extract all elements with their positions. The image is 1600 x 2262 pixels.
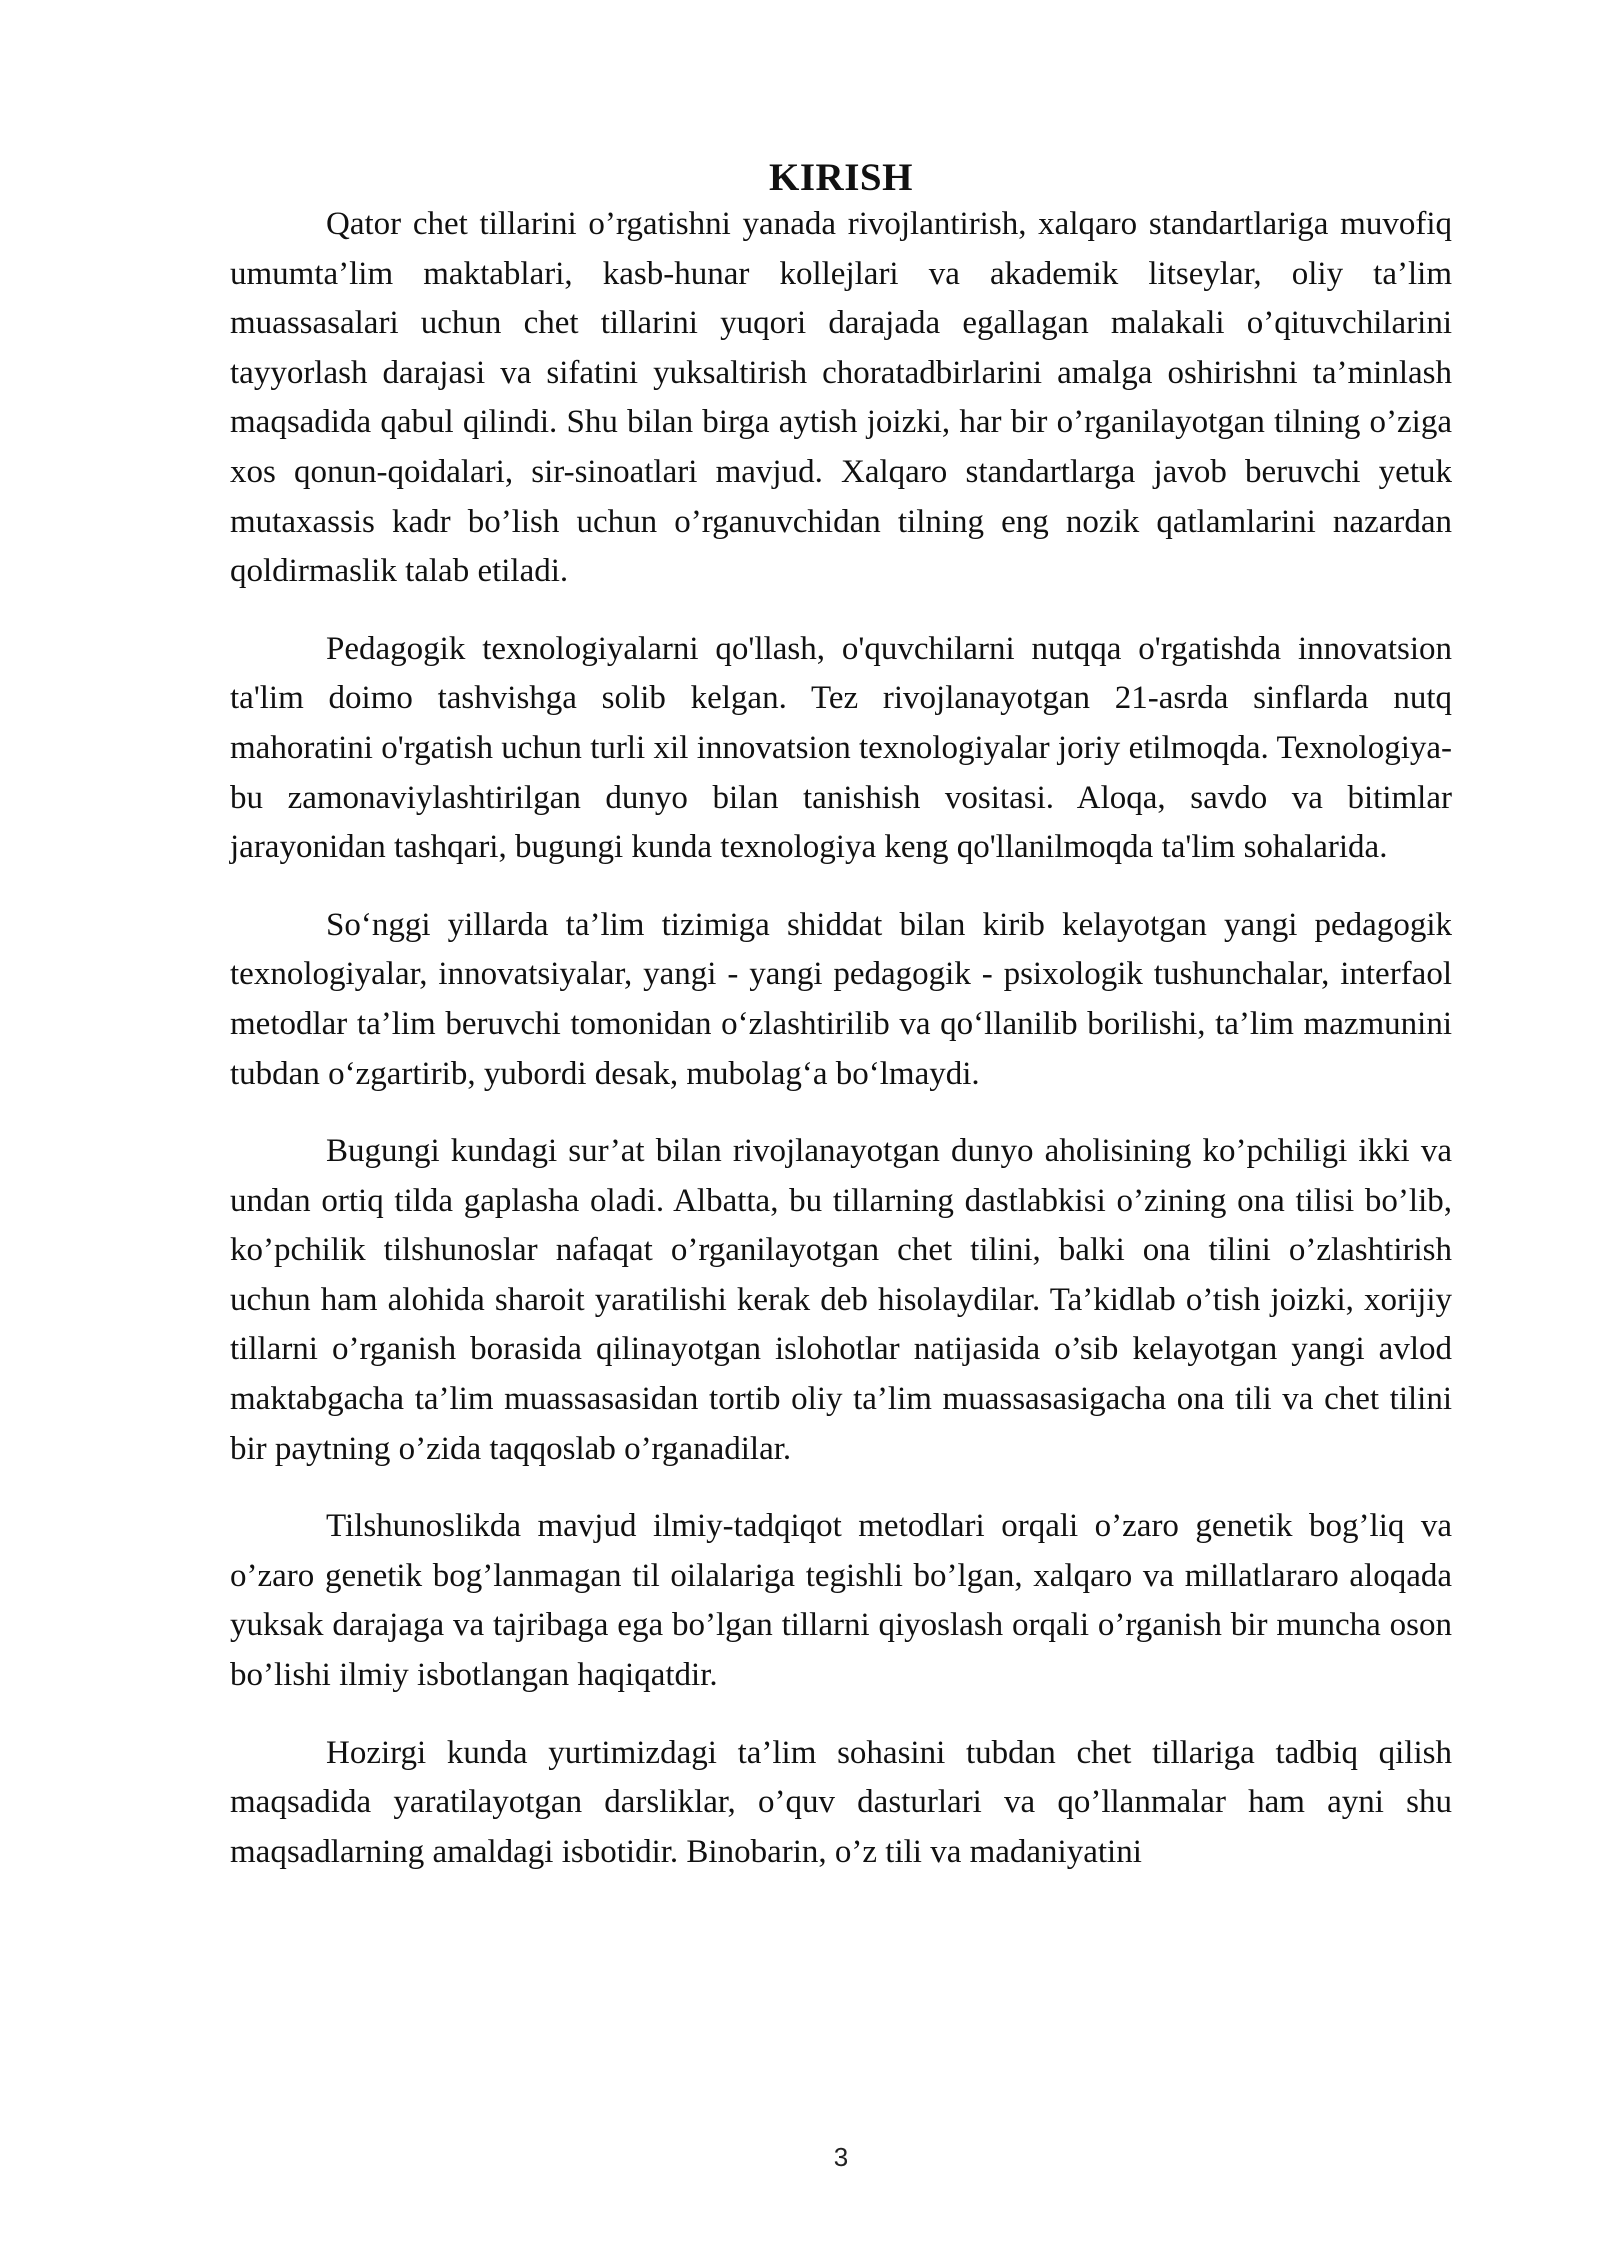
page-body (230, 150, 1452, 1905)
paragraph-1: Qator chet tillarini o’rgatishni yanada rivojlantirish, xalqaro standartlariga muvofiq umumta’lim maktablari, kasb-hunar kollejlari va akademik litseylar, oliy ta’lim muassasalari uchun chet tillarini yuqori darajada egallagan malakali o’qituvchilarini tayyorlash darajasi va sifatini yuksaltirish choratadbirlarini amalga oshirishni ta’minlash maqsadida qabul qilindi. Shu bilan birga aytish joizki, har bir o’rganilayotgan tilning o’ziga xos qonun-qoidalari, sir-sinoatlari mavjud. Xalqaro standartlarga javob beruvchi yetuk mutaxassis kadr bo’lish uchun o’rganuvchidan tilning eng nozik qatlamlarini nazardan qoldirmaslik talab etiladi. (230, 206, 1452, 590)
paragraph-4: Bugungi kundagi sur’at bilan rivojlanayotgan dunyo aholisining ko’pchiligi ikki va undan ortiq tilda gaplasha oladi. Albatta, bu tillarning dastlabkisi o’zining ona tilisi bo’lib, ko’pchilik tilshunoslar nafaqat o’rganilayotgan chet tilini, balki ona tilini o’zlashtirish uchun ham alohida sharoit yaratilishi kerak deb hisolaydilar. Ta’kidlab o’tish joizki, xorijiy tillarni o’rganish borasida qilinayotgan islohotlar natijasida o’sib kelayotgan yangi avlod maktabgacha ta’lim muassasasidan tortib oliy ta’lim muassasasigacha ona tili va chet tilini bir paytning o’zida taqqoslab o’rganadilar. (230, 1133, 1452, 1467)
paragraph-5: Tilshunoslikda mavjud ilmiy-tadqiqot metodlari orqali o’zaro genetik bog’liq va o’zaro genetik bog’lanmagan til oilalariga tegishli bo’lgan, xalqaro va millatlararo aloqada yuksak darajaga va tajribaga ega bo’lgan tillarni qiyoslash orqali o’rganish bir muncha oson bo’lishi ilmiy isbotlangan haqiqatdir. (230, 1508, 1452, 1694)
paragraph-2: Pedagogik texnologiyalarni qo'llash, o'quvchilarni nutqqa o'rgatishda innovatsion ta'lim doimo tashvishga solib kelgan. Tez rivojlanayotgan 21-asrda sinflarda nutq mahoratini o'rgatish uchun turli xil innovatsion texnologiyalar joriy etilmoqda. Texnologiya-bu zamonaviylashtirilgan dunyo bilan tanishish vositasi. Aloqa, savdo va bitimlar jarayonidan tashqari, bugungi kunda texnologiya keng qo'llanilmoqda ta'lim sohalarida. (230, 630, 1452, 866)
section-title: KIRISH (769, 156, 913, 199)
page-number: 3 (833, 2142, 849, 2172)
paragraph-3: So‘nggi yillarda ta’lim tizimiga shiddat bilan kirib kelayotgan yangi pedagogik texnologiyalar, innovatsiyalar, yangi - yangi pedagogik - psixologik tushunchalar, interfaol metodlar ta’lim beruvchi tomonidan o‘zlashtirilib va qo‘llanilib borilishi, ta’lim mazmunini tubdan o‘zgartirib, yubordi desak, mubolag‘a bo‘lmaydi. (230, 906, 1452, 1092)
paragraph-6: Hozirgi kunda yurtimizdagi ta’lim sohasini tubdan chet tillariga tadbiq qilish maqsadida yaratilayotgan darsliklar, o’quv dasturlari va qo’llanmalar ham ayni shu maqsadlarning amaldagi isbotidir. Binobarin, o’z tili va madaniyatini (230, 1734, 1452, 1870)
